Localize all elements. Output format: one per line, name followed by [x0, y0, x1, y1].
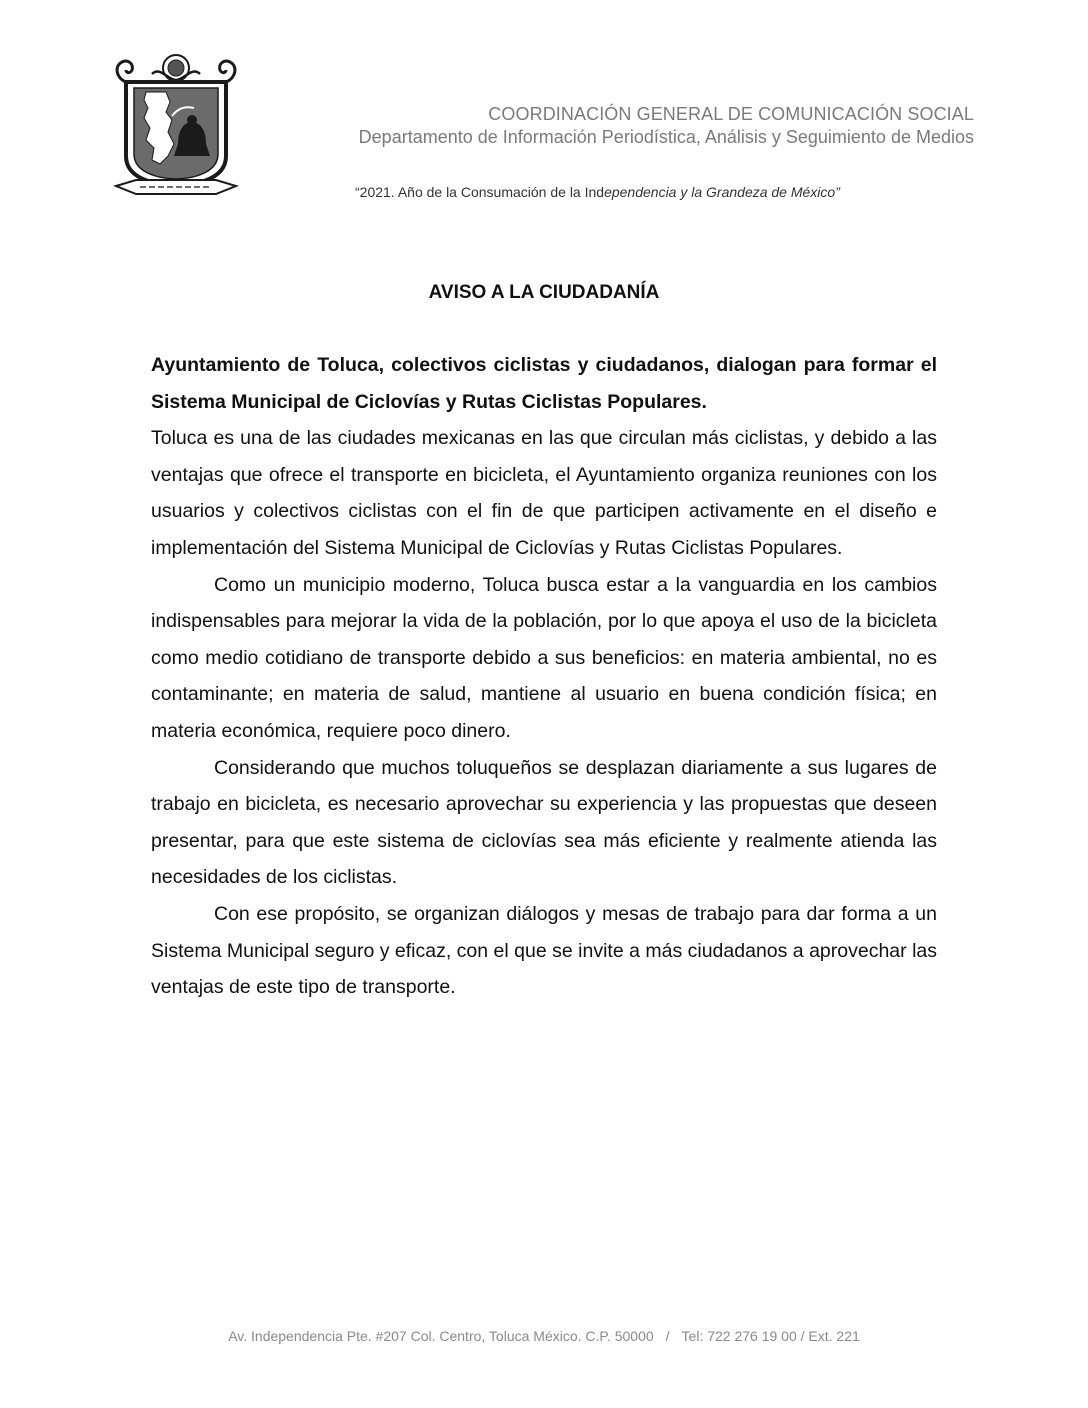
- toluca-coat-of-arms-icon: [112, 52, 240, 200]
- headline: Ayuntamiento de Toluca, colectivos ciclistas y ciudadanos, dialogan para formar el Sistema Municipal de Ciclovías y Rutas Ciclistas Populares.: [151, 354, 937, 413]
- footer-separator: /: [665, 1328, 670, 1344]
- paragraph-1: Toluca es una de las ciudades mexicanas en las que circulan más ciclistas, y debido a las ventajas que ofrece el transporte en bicicleta, el Ayuntamiento organiza reuniones con los usuarios y colectivos ciclistas con el fin de que participen activamente en el diseño e implementación del Sistema Municipal de Ciclovías y Rutas Ciclistas Populares.: [151, 427, 937, 559]
- year-motto: [355, 184, 840, 200]
- paragraph-3: Considerando que muchos toluqueños se desplazan diariamente a sus lugares de trabajo en bicicleta, es necesario aprovechar su experiencia y las propuestas que deseen presentar, para que este sistema de ciclovías sea más eficiente y realmente atienda las necesidades de los ciclistas.: [151, 756, 937, 889]
- footer: [0, 1328, 1088, 1344]
- org-name: COORDINACIÓN GENERAL DE COMUNICACIÓN SOCIAL: [488, 104, 974, 124]
- motto-italic: ependencia y la Grandeza de México”: [604, 184, 840, 200]
- motto-prefix: “2021. Año de la Consumación de la Ind: [355, 184, 605, 200]
- department-name: Departamento de Información Periodística, Análisis y Seguimiento de Medios: [358, 127, 974, 147]
- footer-phone: Tel: 722 276 19 00 / Ext. 221: [681, 1328, 860, 1344]
- footer-address: Av. Independencia Pte. #207 Col. Centro, Toluca México. C.P. 50000: [228, 1328, 654, 1344]
- paragraph-2: Como un municipio moderno, Toluca busca estar a la vanguardia en los cambios indispensables para mejorar la vida de la población, por lo que apoya el uso de la bicicleta como medio cotidiano de transporte debido a sus beneficios: en materia ambiental, no es contaminante; en materia de salud, mantiene al usuario en buena condición física; en materia económica, requiere poco dinero.: [151, 573, 937, 742]
- header-organization: [359, 103, 974, 149]
- paragraph-4: Con ese propósito, se organizan diálogos y mesas de trabajo para dar forma a un Sistema Municipal seguro y eficaz, con el que se invite a más ciudadanos a aprovechar las ventajas de este tipo de transporte.: [151, 902, 937, 999]
- document-title: AVISO A LA CIUDADANÍA: [428, 282, 660, 303]
- document-body: [151, 347, 937, 1006]
